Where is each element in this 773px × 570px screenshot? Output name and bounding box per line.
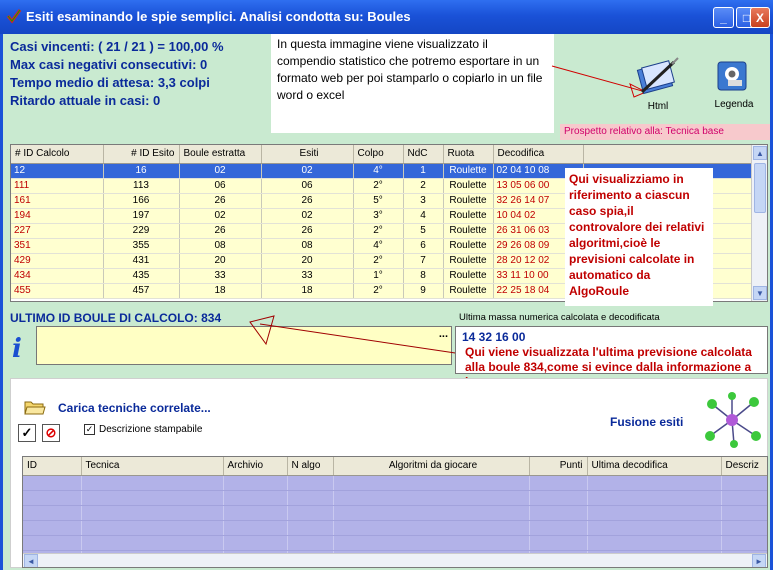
cell-ndc: 8	[403, 268, 443, 283]
minimize-button[interactable]: _	[713, 7, 734, 28]
cell-boule-estratta: 06	[179, 178, 261, 193]
cell-boule-estratta: 20	[179, 253, 261, 268]
empty-cell	[287, 475, 333, 490]
empty-cell	[23, 535, 81, 550]
cell-decodifica: 13 05 06 00	[493, 178, 583, 193]
cell-ruota: Roulette	[443, 253, 493, 268]
descrizione-checkbox[interactable]: ✓	[85, 424, 94, 434]
maximize-button[interactable]: □	[736, 7, 757, 28]
cell-id-calcolo: 227	[11, 223, 103, 238]
cell-id-calcolo: 161	[11, 193, 103, 208]
table-row[interactable]	[23, 475, 768, 490]
cell-colpo: 3°	[353, 208, 403, 223]
cell-ndc: 7	[403, 253, 443, 268]
annotation-last-prediction: Qui viene visualizzata l'ultima previsione calcolata alla boule 834,come si evince dalla informazione a	[465, 345, 752, 374]
cell-id-calcolo: 194	[11, 208, 103, 223]
cell-colpo: 5°	[353, 193, 403, 208]
annotation-grid: Qui visualizziamo in riferimento a ciascun caso spia,il controvalore dei relativi algoritmi,cioè le previsioni calcolate in automatico da AlgoRoule	[565, 168, 713, 306]
empty-cell	[81, 535, 223, 550]
carica-tecniche-link[interactable]: Carica tecniche correlate...	[58, 401, 211, 415]
col2-punti[interactable]: Punti	[529, 457, 587, 475]
cell-decodifica: 32 26 14 07	[493, 193, 583, 208]
cell-ruota: Roulette	[443, 193, 493, 208]
cell-id-calcolo: 455	[11, 283, 103, 298]
cell-id-esito: 166	[103, 193, 179, 208]
cell-ruota: Roulette	[443, 268, 493, 283]
select-all-check-icon[interactable]: ✓	[18, 424, 36, 442]
deselect-all-icon[interactable]: ⊘	[42, 424, 60, 442]
cell-id-calcolo: 12	[11, 163, 103, 178]
cell-esiti: 02	[261, 163, 353, 178]
col-extra	[583, 145, 753, 163]
cell-decodifica: 29 26 08 09	[493, 238, 583, 253]
cell-boule-estratta: 02	[179, 208, 261, 223]
info-icon: i	[12, 334, 22, 364]
annotation-arrow-2-icon	[248, 314, 468, 364]
cell-id-calcolo: 434	[11, 268, 103, 283]
cell-esiti: 18	[261, 283, 353, 298]
descrizione-checkbox-row[interactable]	[84, 424, 202, 435]
empty-cell	[721, 520, 768, 535]
grid2-header-row	[23, 457, 768, 475]
empty-cell	[23, 520, 81, 535]
col-colpo[interactable]: Colpo	[353, 145, 403, 163]
cell-colpo: 2°	[353, 223, 403, 238]
cell-ndc: 3	[403, 193, 443, 208]
table-row[interactable]	[23, 505, 768, 520]
cell-decodifica: 10 04 02	[493, 208, 583, 223]
casi-vincenti: Casi vincenti: ( 21 / 21 ) = 100,00 %	[10, 39, 224, 54]
cell-boule-estratta: 08	[179, 238, 261, 253]
empty-cell	[529, 490, 587, 505]
cell-decodifica: 22 25 18 04	[493, 283, 583, 298]
empty-cell	[587, 520, 721, 535]
cell-boule-estratta: 26	[179, 223, 261, 238]
grid-vertical-scrollbar[interactable]	[751, 145, 767, 301]
ritardo-attuale: Ritardo attuale in casi: 0	[10, 93, 161, 108]
col2-ultima-decodifica[interactable]: Ultima decodifica	[587, 457, 721, 475]
empty-cell	[287, 490, 333, 505]
empty-cell	[81, 520, 223, 535]
empty-cell	[529, 475, 587, 490]
cell-esiti: 02	[261, 208, 353, 223]
cell-decodifica: 33 11 10 00	[493, 268, 583, 283]
app-check-icon	[6, 8, 22, 24]
cell-colpo: 2°	[353, 253, 403, 268]
max-casi-negativi: Max casi negativi consecutivi: 0	[10, 57, 208, 72]
empty-cell	[587, 490, 721, 505]
cell-decodifica: 26 31 06 03	[493, 223, 583, 238]
molecule-icon[interactable]	[700, 390, 766, 450]
cell-id-calcolo: 351	[11, 238, 103, 253]
empty-cell	[287, 535, 333, 550]
window-title: Esiti esaminando le spie semplici. Analisi condotta su: Boules	[26, 9, 411, 24]
empty-cell	[721, 505, 768, 520]
html-book-icon	[634, 56, 682, 96]
empty-cell	[529, 505, 587, 520]
scroll-thumb[interactable]	[754, 163, 766, 213]
cell-ruota: Roulette	[443, 178, 493, 193]
cell-ruota: Roulette	[443, 163, 493, 178]
empty-cell	[287, 505, 333, 520]
empty-cell	[587, 535, 721, 550]
col-ndc[interactable]: NdC	[403, 145, 443, 163]
cell-esiti: 08	[261, 238, 353, 253]
grid-header-row	[11, 145, 753, 163]
scroll-up-icon[interactable]: ▲	[753, 146, 767, 160]
cell-colpo: 1°	[353, 268, 403, 283]
table-row[interactable]	[23, 520, 768, 535]
cell-ndc: 5	[403, 223, 443, 238]
empty-cell	[223, 505, 287, 520]
empty-cell	[81, 490, 223, 505]
empty-cell	[333, 535, 529, 550]
col-boule-estratta[interactable]: Boule estratta	[179, 145, 261, 163]
html-label: Html	[647, 101, 669, 112]
empty-cell	[333, 475, 529, 490]
empty-cell	[587, 505, 721, 520]
empty-cell	[23, 475, 81, 490]
cell-boule-estratta: 33	[179, 268, 261, 283]
cell-ruota: Roulette	[443, 223, 493, 238]
cell-boule-estratta: 18	[179, 283, 261, 298]
ultima-massa-label: Ultima massa numerica calcolata e decodificata	[459, 312, 660, 323]
col-decodifica[interactable]: Decodifica	[493, 145, 583, 163]
cell-id-esito: 355	[103, 238, 179, 253]
close-button[interactable]: X	[750, 7, 770, 28]
legenda-icon	[716, 58, 752, 94]
legenda-label: Legenda	[714, 99, 754, 110]
col2-descrizione[interactable]: Descriz	[721, 457, 768, 475]
grid2-horizontal-scrollbar[interactable]	[23, 553, 767, 567]
cell-id-esito: 197	[103, 208, 179, 223]
col-id-esito[interactable]: # ID Esito	[103, 145, 179, 163]
cell-ndc: 9	[403, 283, 443, 298]
legenda-button[interactable]	[706, 58, 762, 110]
cell-id-calcolo: 111	[11, 178, 103, 193]
empty-cell	[587, 475, 721, 490]
cell-id-esito: 113	[103, 178, 179, 193]
cell-ndc: 1	[403, 163, 443, 178]
cell-id-esito: 16	[103, 163, 179, 178]
empty-cell	[223, 475, 287, 490]
tempo-medio: Tempo medio di attesa: 3,3 colpi	[10, 75, 210, 90]
empty-cell	[721, 475, 768, 490]
cell-ruota: Roulette	[443, 208, 493, 223]
cell-id-calcolo: 429	[11, 253, 103, 268]
cell-esiti: 33	[261, 268, 353, 283]
empty-cell	[529, 535, 587, 550]
col-id-calcolo[interactable]: # ID Calcolo	[11, 145, 103, 163]
table-row[interactable]	[23, 535, 768, 550]
empty-cell	[23, 505, 81, 520]
html-export-button[interactable]	[628, 56, 688, 112]
empty-cell	[333, 505, 529, 520]
table-row[interactable]	[23, 490, 768, 505]
empty-cell	[721, 535, 768, 550]
col2-tecnica[interactable]: Tecnica	[81, 457, 223, 475]
ultima-massa-value: 14 32 16 00	[462, 330, 526, 344]
cell-boule-estratta: 26	[179, 193, 261, 208]
annotation-export: In questa immagine viene visualizzato il compendio statistico che potremo esportare in un formato web per poi stamparlo o copiarlo in un file word o excel	[271, 34, 554, 133]
empty-cell	[287, 520, 333, 535]
cell-id-esito: 431	[103, 253, 179, 268]
folder-open-icon[interactable]	[24, 398, 46, 416]
col2-id[interactable]: ID	[23, 457, 81, 475]
cell-decodifica: 02 04 10 08	[493, 163, 583, 178]
cell-decodifica: 28 20 12 02	[493, 253, 583, 268]
scroll-left-icon[interactable]: ◄	[24, 554, 38, 568]
empty-cell	[81, 475, 223, 490]
cell-boule-estratta: 02	[179, 163, 261, 178]
col-ruota[interactable]: Ruota	[443, 145, 493, 163]
scroll-down-icon[interactable]: ▼	[753, 286, 767, 300]
cell-esiti: 26	[261, 193, 353, 208]
stats-panel	[10, 38, 224, 110]
cell-colpo: 4°	[353, 163, 403, 178]
cell-id-esito: 435	[103, 268, 179, 283]
empty-cell	[333, 520, 529, 535]
empty-cell	[529, 520, 587, 535]
cell-id-esito: 229	[103, 223, 179, 238]
cell-esiti: 26	[261, 223, 353, 238]
cell-colpo: 4°	[353, 238, 403, 253]
col2-algoritmi[interactable]: Algoritmi da giocare	[333, 457, 529, 475]
title-bar	[0, 0, 773, 34]
empty-cell	[223, 490, 287, 505]
empty-cell	[23, 490, 81, 505]
col-esiti[interactable]: Esiti	[261, 145, 353, 163]
cell-ruota: Roulette	[443, 238, 493, 253]
ultimo-id-label: ULTIMO ID BOULE DI CALCOLO: 834	[10, 311, 222, 325]
empty-cell	[81, 505, 223, 520]
cell-ndc: 4	[403, 208, 443, 223]
browse-dots-button[interactable]: ...	[438, 328, 448, 340]
cell-colpo: 2°	[353, 283, 403, 298]
prospetto-label: Prospetto relativo alla: Tecnica base	[560, 124, 770, 140]
empty-cell	[223, 520, 287, 535]
cell-id-esito: 457	[103, 283, 179, 298]
empty-cell	[223, 535, 287, 550]
col2-archivio[interactable]: Archivio	[223, 457, 287, 475]
cell-ndc: 6	[403, 238, 443, 253]
cell-colpo: 2°	[353, 178, 403, 193]
descrizione-label: Descrizione stampabile	[99, 424, 203, 435]
col2-n-algo[interactable]: N algo	[287, 457, 333, 475]
scroll-right-icon[interactable]: ►	[752, 554, 766, 568]
cell-ruota: Roulette	[443, 283, 493, 298]
fusione-esiti-label: Fusione esiti	[610, 415, 684, 429]
cell-ndc: 2	[403, 178, 443, 193]
empty-cell	[721, 490, 768, 505]
cell-esiti: 20	[261, 253, 353, 268]
correlated-techniques-grid[interactable]	[22, 456, 768, 568]
empty-cell	[333, 490, 529, 505]
cell-esiti: 06	[261, 178, 353, 193]
